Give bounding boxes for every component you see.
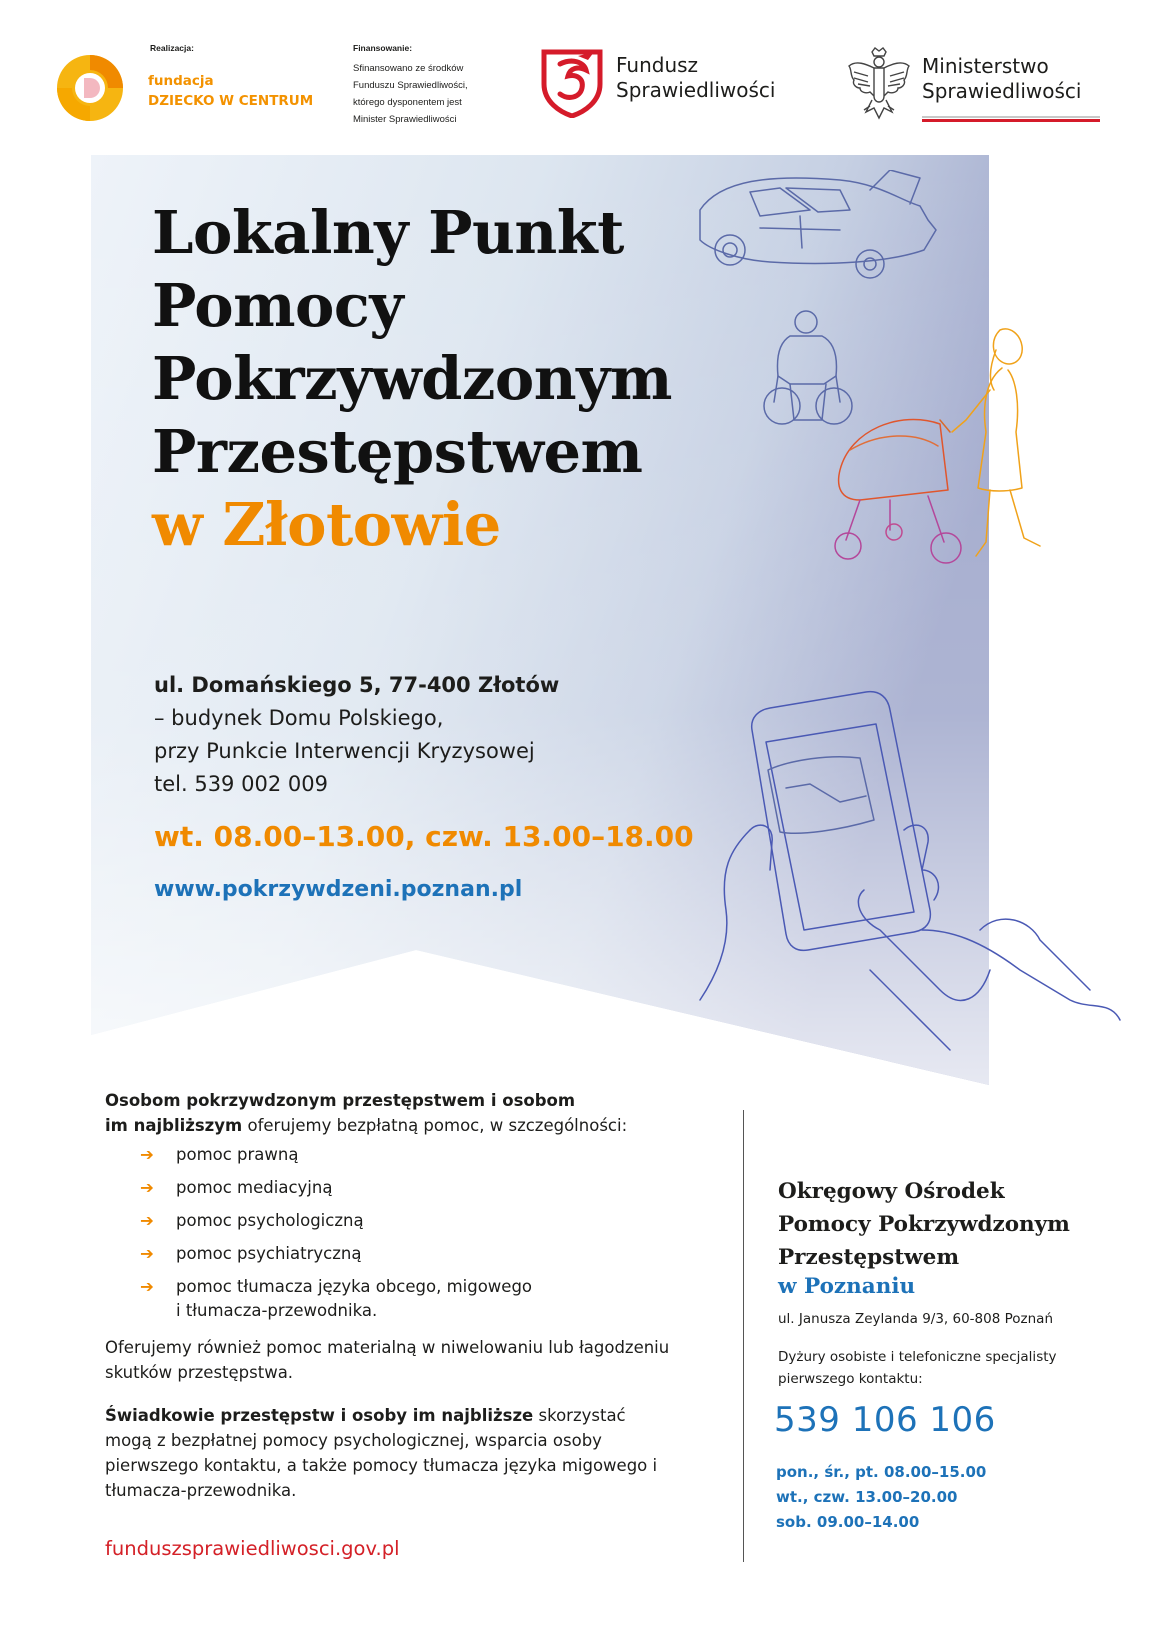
damaged-car-icon xyxy=(700,170,936,278)
city-line: w Złotowie xyxy=(152,490,501,559)
fundusz-sprawiedliwosci-logo xyxy=(538,46,606,118)
polish-eagle-emblem xyxy=(846,46,912,120)
arrow-icon: ➔ xyxy=(140,1178,154,1197)
hero-illustrations xyxy=(690,170,1160,1070)
wheelchair-user-icon xyxy=(764,311,852,424)
woman-with-stroller-icon xyxy=(835,329,1040,563)
fundusz-website-link[interactable]: funduszsprawiedliwosci.gov.pl xyxy=(105,1537,400,1560)
offer-intro: Osobom pokrzywdzonym przestępstwem i osobom im najbliższym oferujemy bezpłatną pomoc, w szczególności: xyxy=(105,1091,628,1135)
website-link[interactable]: www.pokrzywdzeni.poznan.pl xyxy=(154,877,523,902)
arrow-icon: ➔ xyxy=(140,1244,154,1263)
center-duty-text: Dyżury osobiste i telefoniczne specjalisty pierwszego kontaktu: xyxy=(778,1349,1057,1387)
list-item: ➔ pomoc psychiatryczną xyxy=(140,1242,720,1266)
arrow-icon: ➔ xyxy=(140,1277,154,1296)
finansowanie-label: Finansowanie: xyxy=(353,43,413,53)
column-divider xyxy=(743,1110,744,1562)
list-item: ➔ pomoc tłumacza języka obcego, migowego i tłumacza-przewodnika. xyxy=(140,1277,533,1320)
material-help-text: Oferujemy również pomoc materialną w niwelowaniu lub łagodzeniu skutków przestępstwa. xyxy=(105,1338,670,1382)
arrow-icon: ➔ xyxy=(140,1145,154,1164)
witnesses-text: Świadkowie przestępstw i osoby im najbliższe skorzystać mogą z bezpłatnej pomocy psychologicznej, wsparcia osoby pierwszego kontaktu, a także pomocy tłumacza języka migowego i tłumacza-przewodnika. xyxy=(105,1406,658,1500)
center-hours: pon., śr., pt. 08.00–15.00 wt., czw. 13.00–20.00 sob. 09.00–14.00 xyxy=(776,1463,987,1531)
list-item: ➔ pomoc mediacyjną xyxy=(140,1176,720,1200)
flag-bar xyxy=(922,116,1100,123)
address-block: ul. Domańskiego 5, 77-400 Złotów – budynek Domu Polskiego, przy Punkcie Interwencji Kryzysowej tel. 539 002 009 xyxy=(154,673,560,796)
center-address: ul. Janusza Zeylanda 9/3, 60-808 Poznań xyxy=(778,1311,1054,1327)
offer-list xyxy=(140,1143,720,1332)
dziecko-w-centrum-logo xyxy=(56,54,124,122)
list-item: ➔ pomoc psychologiczną xyxy=(140,1209,720,1233)
org-name: fundacja DZIECKO W CENTRUM xyxy=(148,73,314,109)
ministerstwo-name: Ministerstwo Sprawiedliwości xyxy=(922,54,1082,103)
finansowanie-text: Sfinansowano ze środków Funduszu Sprawiedliwości, którego dysponentem jest Minister Sprawiedliwości xyxy=(353,63,468,125)
opening-hours: wt. 08.00–13.00, czw. 13.00–18.00 xyxy=(154,820,694,853)
center-title: Okręgowy Ośrodek Pomocy Pokrzywdzonym Przestępstwem xyxy=(778,1179,1070,1270)
fundusz-name: Fundusz Sprawiedliwości xyxy=(616,53,776,102)
realizacja-label: Realizacja: xyxy=(150,43,194,53)
arrow-icon: ➔ xyxy=(140,1211,154,1230)
center-phone[interactable]: 539 106 106 xyxy=(774,1400,996,1440)
page-title: Lokalny Punkt Pomocy Pokrzywdzonym Przestępstwem w Złotowie xyxy=(152,198,672,559)
list-item: ➔ pomoc prawną xyxy=(140,1143,720,1167)
smartphone-in-hands-icon xyxy=(700,692,1120,1050)
center-city: w Poznaniu xyxy=(778,1274,916,1299)
